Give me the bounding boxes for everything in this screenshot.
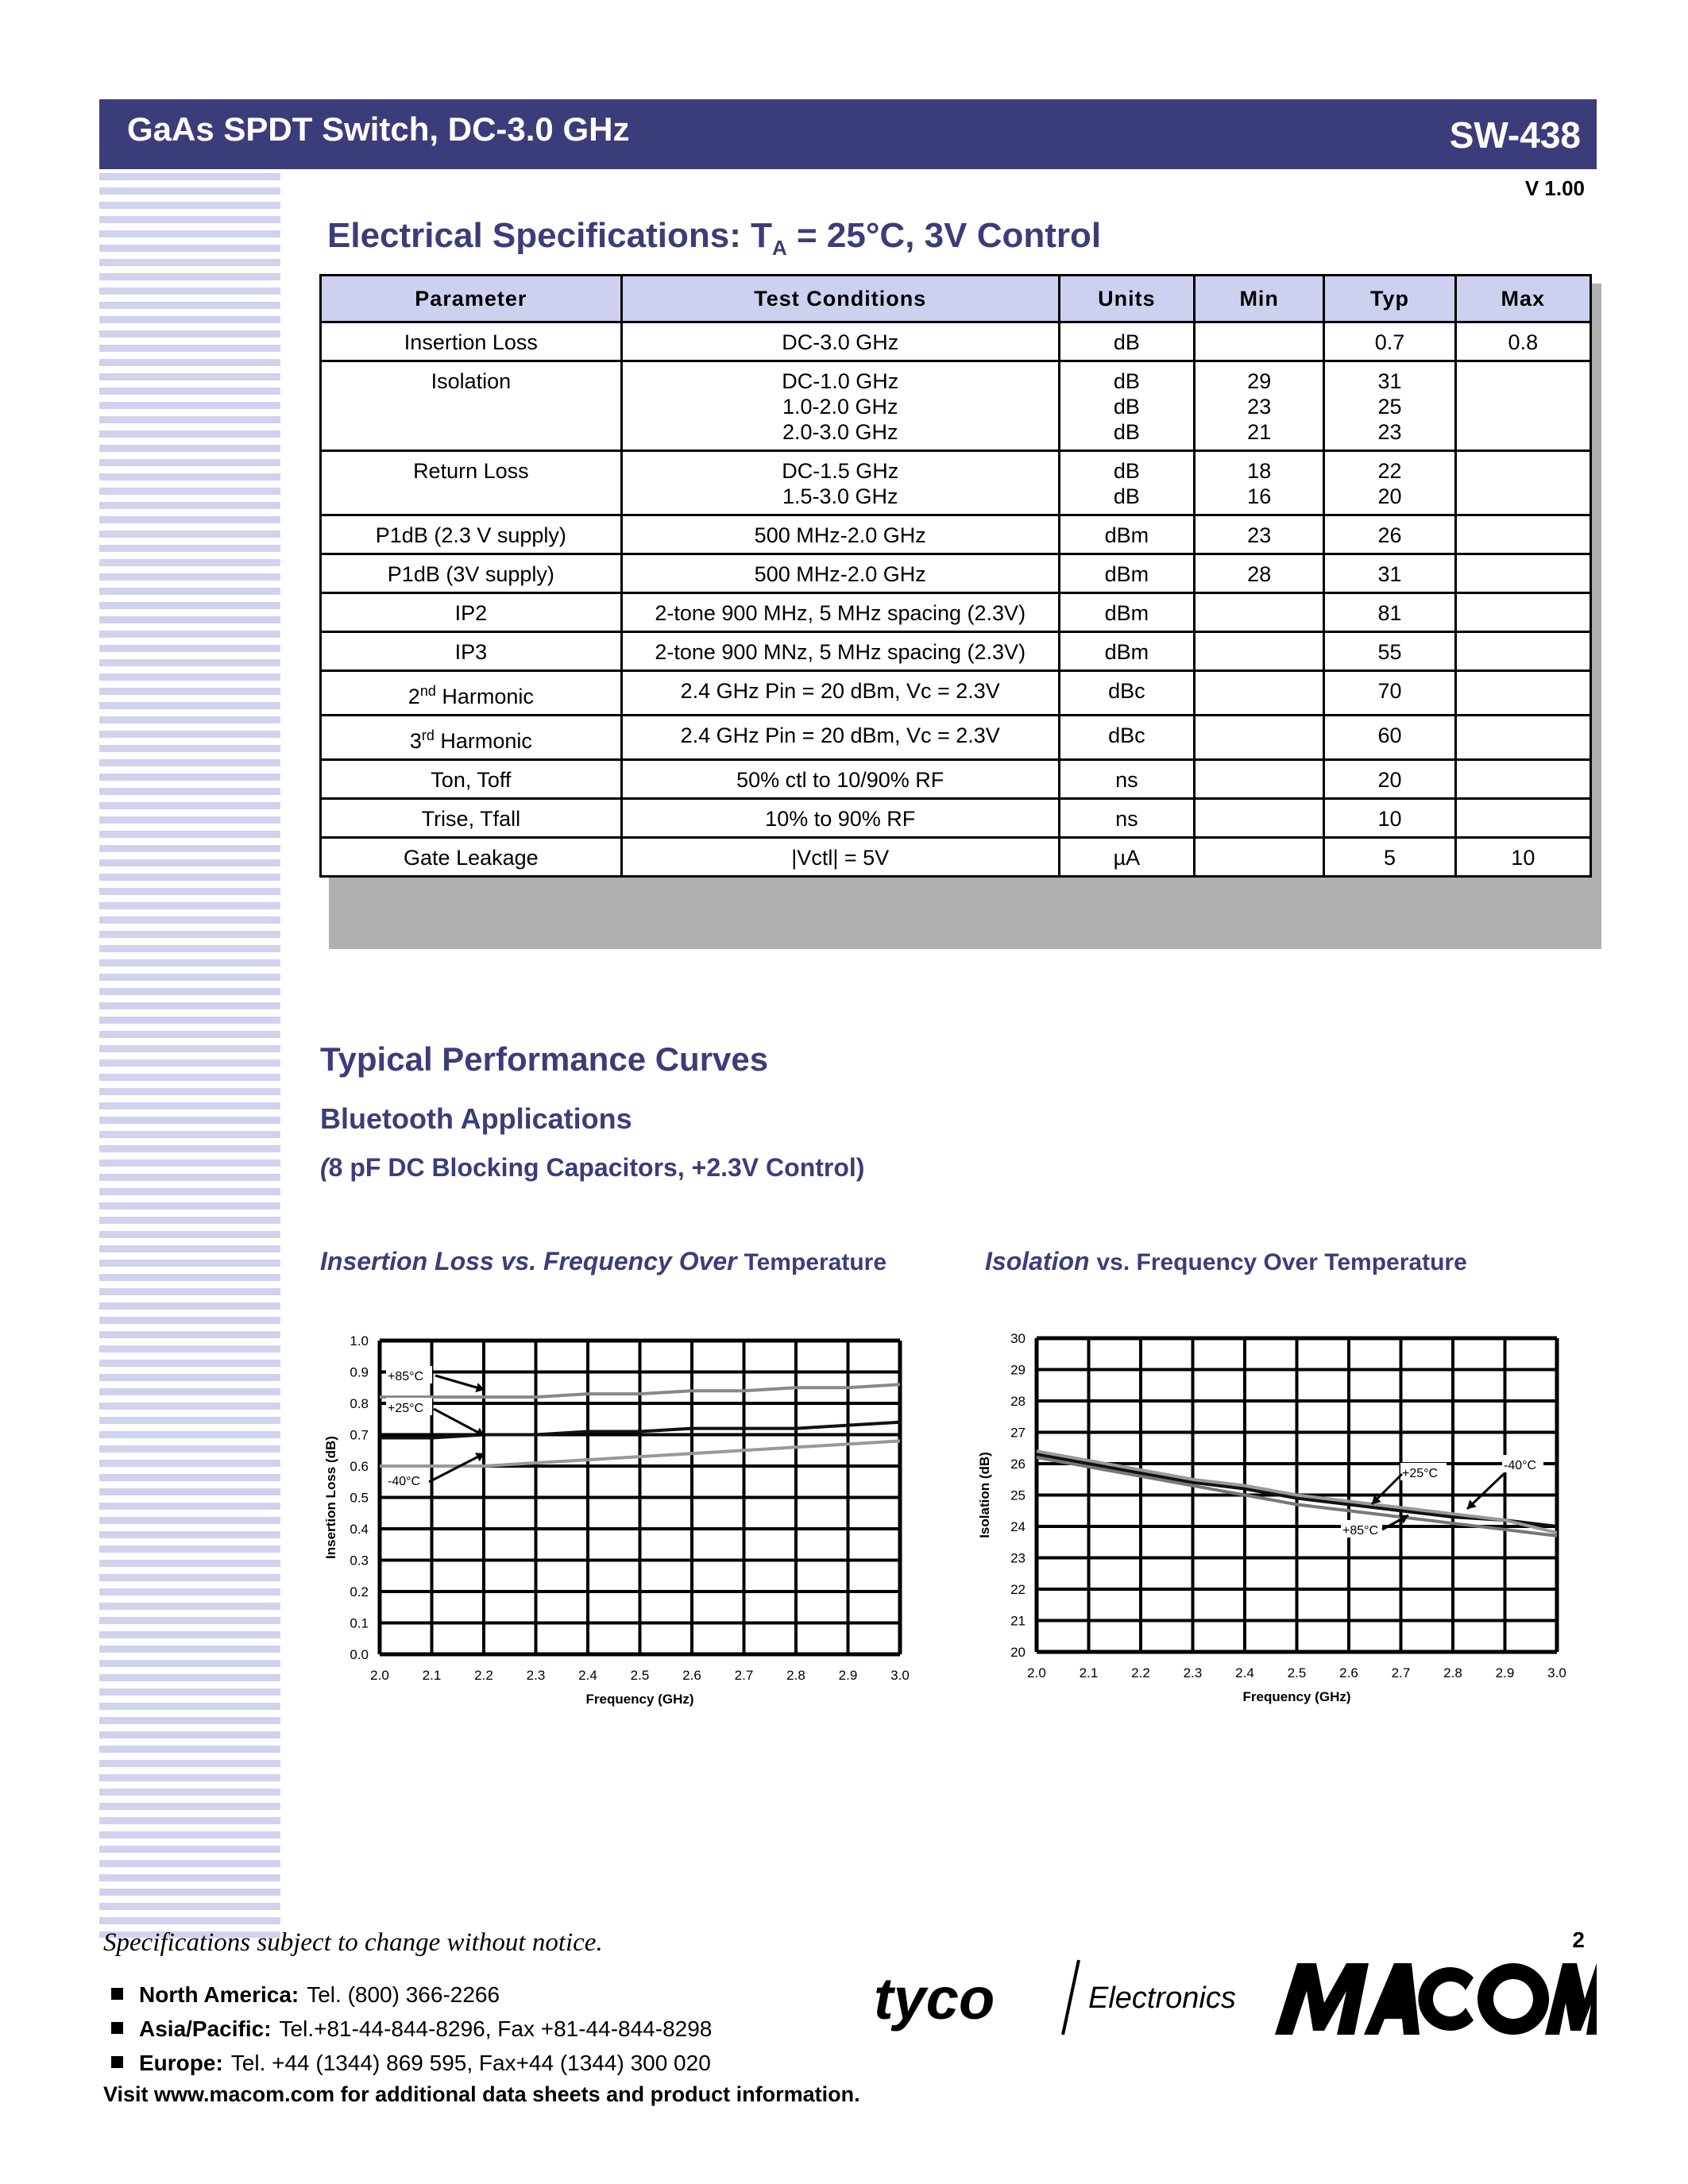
cell-parameter: Trise, Tfall [321,799,622,838]
page-number: 2 [1572,1927,1585,1952]
cell-min [1195,716,1324,760]
cell-value: dBc [1108,679,1145,703]
col-header-max: Max [1455,276,1590,322]
y-tick-label: 27 [1010,1425,1026,1441]
table-row [321,361,1591,451]
cell-value: dB [1113,484,1140,508]
cell-value: dBc [1108,723,1145,747]
x-tick-label: 2.5 [1287,1665,1307,1680]
cell-value: 55 [1377,640,1402,664]
cell-value: ns [1115,768,1138,792]
table-row [321,632,1591,671]
cell-units [1059,593,1194,632]
y-tick-label: 0.3 [350,1553,369,1569]
cell-value: DC-1.5 GHz [782,459,899,483]
x-tick-label: 2.3 [1183,1665,1203,1680]
cell-value: 10% to 90% RF [765,807,916,831]
cell-min [1195,799,1324,838]
insertion-loss-chart-title [320,1247,886,1276]
y-axis-label: Isolation (dB) [977,1452,992,1538]
cell-parameter: 2nd Harmonic [321,671,622,716]
header-bar [99,99,1597,169]
cell-min [1195,671,1324,716]
y-tick-label: 0.9 [350,1364,369,1380]
cell-typ [1324,671,1455,716]
cell-value: 500 MHz-2.0 GHz [754,562,926,586]
cell-value: dBm [1104,523,1149,547]
cell-typ [1324,760,1455,799]
cell-value: 1.0-2.0 GHz [782,395,898,419]
cell-units [1059,716,1194,760]
cell-value: 29 [1247,369,1272,393]
cell-cond [621,451,1059,515]
cell-value: dBm [1104,640,1149,664]
table-row [321,799,1591,838]
cell-typ [1324,515,1455,554]
bullet-icon [111,2056,123,2068]
cell-units [1059,554,1194,593]
cell-cond [621,671,1059,716]
cell-max [1455,593,1590,632]
y-tick-label: 0.6 [350,1459,369,1474]
cell-min [1195,593,1324,632]
contact-region: Asia/Pacific: [139,2016,272,2041]
cell-typ [1324,716,1455,760]
tyco-wordmark: tyco [874,1966,995,2032]
cell-max [1455,632,1590,671]
cell-value: µA [1113,846,1141,870]
cell-typ [1324,593,1455,632]
cell-max [1455,671,1590,716]
x-tick-label: 2.3 [526,1668,546,1683]
y-tick-label: 0.2 [350,1584,369,1599]
y-axis-label: Insertion Loss (dB) [323,1436,338,1559]
table-row [321,593,1591,632]
cell-parameter: Isolation [321,361,622,451]
contact-region: North America: [139,1982,299,2007]
cell-units [1059,671,1194,716]
document-title: GaAs SPDT Switch, DC-3.0 GHz [127,110,630,148]
il-title-main: Insertion Loss vs. Frequency Over [320,1247,744,1275]
y-tick-label: 21 [1010,1613,1026,1629]
cell-value: 31 [1377,562,1402,586]
series-label: +85°C [388,1370,424,1383]
table-row [321,554,1591,593]
spec-change-note: Specifications subject to change without notice. [103,1928,603,1957]
cell-value: ns [1115,807,1138,831]
cell-value: 18 [1247,459,1272,483]
cell-min [1195,515,1324,554]
iso-title-sub: vs. Frequency Over Temperature [1096,1249,1467,1275]
cell-value: 20 [1377,768,1402,792]
heading-suffix: = 25°C, 3V Control [786,216,1102,255]
cell-value: 20 [1377,484,1402,508]
cell-typ [1324,361,1455,451]
tyco-electronics-logo-icon [874,1955,1247,2051]
cell-typ [1324,451,1455,515]
x-tick-label: 2.9 [1495,1665,1515,1680]
table-header-row [321,276,1591,322]
cell-value: 16 [1247,484,1272,508]
x-tick-label: 2.6 [1339,1665,1358,1680]
table-body [321,322,1591,877]
cell-max [1455,322,1590,361]
cell-min [1195,838,1324,877]
y-tick-label: 0.4 [350,1522,369,1537]
y-tick-label: 0.5 [350,1490,369,1506]
y-tick-label: 22 [1010,1582,1026,1597]
contact-info: Tel. +44 (1344) 869 595, Fax+44 (1344) 300 020 [230,2051,711,2075]
contact-info: Tel.+81-44-844-8296, Fax +81-44-844-8298 [279,2016,713,2041]
cell-value: 5 [1383,846,1396,870]
y-tick-label: 25 [1010,1488,1026,1503]
x-tick-label: 2.8 [1443,1665,1462,1680]
cap-paren: ( [320,1153,329,1182]
cell-typ [1324,322,1455,361]
y-tick-label: 0.8 [350,1396,369,1411]
visit-website-line: Visit www.macom.com for additional data sheets and product information. [103,2082,860,2106]
cell-max [1455,716,1590,760]
table-row [321,716,1591,760]
cell-max [1455,361,1590,451]
cell-value: 21 [1247,420,1272,444]
cell-cond [621,593,1059,632]
cell-value: 0.7 [1374,330,1405,354]
electrical-spec-heading [327,216,1101,260]
il-title-sub: Temperature [744,1249,887,1275]
cell-max [1455,799,1590,838]
cell-units [1059,451,1194,515]
cell-units [1059,515,1194,554]
isolation-chart-title [985,1247,1467,1276]
cell-value: 0.8 [1508,330,1539,354]
cell-value: 2-tone 900 MHz, 5 MHz spacing (2.3V) [655,601,1026,625]
bullet-icon [111,1988,123,2000]
cell-cond [621,361,1059,451]
y-tick-label: 29 [1010,1362,1026,1378]
cell-value: 26 [1377,523,1402,547]
series-label: +25°C [388,1402,424,1415]
cell-parameter: P1dB (2.3 V supply) [321,515,622,554]
cell-cond [621,322,1059,361]
contact-asia-pacific [111,2012,712,2046]
cell-value: 50% ctl to 10/90% RF [736,768,944,792]
cell-min [1195,760,1324,799]
cell-parameter: Return Loss [321,451,622,515]
cell-parameter: P1dB (3V supply) [321,554,622,593]
cell-typ [1324,632,1455,671]
cell-typ [1324,799,1455,838]
y-tick-label: 1.0 [350,1333,369,1349]
cell-units [1059,322,1194,361]
cell-parameter: Insertion Loss [321,322,622,361]
y-tick-label: 0.0 [350,1647,369,1662]
cell-cond [621,716,1059,760]
x-axis-label: Frequency (GHz) [585,1692,694,1707]
series-label: +25°C [1402,1467,1439,1480]
macom-logo-icon [1275,1955,1597,2043]
series-label-arrow [434,1409,485,1436]
contact-region: Europe: [139,2051,223,2075]
cell-cond [621,760,1059,799]
cell-units [1059,760,1194,799]
x-tick-label: 2.4 [578,1668,597,1683]
typical-curves-heading: Typical Performance Curves [320,1040,769,1078]
striped-sidebar [99,173,280,1938]
spec-table-container [319,274,1592,878]
cell-units [1059,361,1194,451]
cell-min [1195,451,1324,515]
cell-value: dB [1113,420,1140,444]
contact-europe [111,2046,712,2080]
y-tick-label: 23 [1010,1550,1026,1566]
capacitor-note [320,1153,864,1183]
electronics-wordmark: Electronics [1088,1981,1236,2015]
cell-value: DC-1.0 GHz [782,369,899,393]
col-header-typ: Typ [1324,276,1455,322]
cell-value: 70 [1377,679,1402,703]
cell-value: 2.0-3.0 GHz [782,420,898,444]
table-row [321,671,1591,716]
cell-min [1195,632,1324,671]
contact-info: Tel. (800) 366-2266 [307,1982,500,2007]
cell-value: dBm [1104,562,1149,586]
x-tick-label: 2.8 [786,1668,805,1683]
x-tick-label: 2.0 [1027,1665,1046,1680]
table-row [321,760,1591,799]
x-tick-label: 3.0 [890,1668,910,1683]
cell-value: 28 [1247,562,1272,586]
col-header-test-conditions: Test Conditions [621,276,1059,322]
cell-parameter: IP3 [321,632,622,671]
table-row [321,451,1591,515]
cell-parameter: IP2 [321,593,622,632]
cell-min [1195,322,1324,361]
cell-parameter: Gate Leakage [321,838,622,877]
series-label: +85°C [1342,1524,1379,1538]
y-tick-label: 24 [1010,1519,1026,1534]
cell-value: 10 [1511,846,1535,870]
x-tick-label: 2.9 [838,1668,858,1683]
bluetooth-heading: Bluetooth Applications [320,1102,632,1135]
y-tick-label: 0.7 [350,1427,369,1443]
cell-max [1455,451,1590,515]
cell-typ [1324,554,1455,593]
cell-min [1195,361,1324,451]
cell-value: DC-3.0 GHz [782,330,899,354]
cell-typ [1324,838,1455,877]
cell-units [1059,632,1194,671]
heading-prefix: Electrical Specifications: T [327,216,772,255]
cell-value: 2-tone 900 MNz, 5 MHz spacing (2.3V) [655,640,1026,664]
col-header-min: Min [1195,276,1324,322]
cell-value: 81 [1377,601,1402,625]
cell-max [1455,838,1590,877]
cell-units [1059,838,1194,877]
x-tick-label: 2.1 [1079,1665,1099,1680]
cell-value: dB [1113,369,1140,393]
cell-value: dB [1113,330,1140,354]
col-header-units: Units [1059,276,1194,322]
y-tick-label: 26 [1010,1457,1026,1472]
y-tick-label: 20 [1010,1645,1026,1660]
cell-cond [621,838,1059,877]
col-header-parameter: Parameter [321,276,622,322]
bullet-icon [111,2022,123,2034]
series-label: -40°C [1504,1459,1537,1472]
cell-value: |Vctl| = 5V [791,846,890,870]
cell-cond [621,632,1059,671]
part-number: SW-438 [1449,114,1581,156]
cap-text: 8 pF DC Blocking Capacitors, +2.3V Control) [328,1153,865,1182]
cell-value: 500 MHz-2.0 GHz [754,523,926,547]
x-tick-label: 3.0 [1547,1665,1566,1680]
x-tick-label: 2.7 [1391,1665,1411,1680]
iso-title-main: Isolation [985,1247,1097,1275]
x-tick-label: 2.0 [370,1668,389,1683]
cell-value: 31 [1377,369,1402,393]
cell-cond [621,799,1059,838]
cell-max [1455,515,1590,554]
cell-value: 23 [1377,420,1402,444]
cell-value: 22 [1377,459,1402,483]
contact-north-america [111,1978,712,2012]
cell-value: 10 [1377,807,1402,831]
cell-min [1195,554,1324,593]
cell-value: 2.4 GHz Pin = 20 dBm, Vc = 2.3V [680,679,1000,703]
cell-value: 23 [1247,523,1272,547]
cell-value: dB [1113,459,1140,483]
cell-value: dB [1113,395,1140,419]
isolation-chart [973,1326,1601,1739]
cell-max [1455,760,1590,799]
cell-max [1455,554,1590,593]
table-row [321,515,1591,554]
cell-parameter: Ton, Toff [321,760,622,799]
series-label: -40°C [388,1475,421,1488]
cell-value: dBm [1104,601,1149,625]
x-tick-label: 2.4 [1235,1665,1254,1680]
x-tick-label: 2.2 [1131,1665,1150,1680]
insertion-loss-chart [318,1326,937,1739]
heading-subscript: A [771,235,787,260]
cell-parameter: 3rd Harmonic [321,716,622,760]
x-tick-label: 2.7 [734,1668,754,1683]
spec-table [319,274,1592,878]
logo-slash [1063,1960,1079,2035]
x-tick-label: 2.2 [474,1668,493,1683]
y-tick-label: 30 [1010,1331,1026,1346]
y-tick-label: 28 [1010,1394,1026,1409]
version-label: V 1.00 [1524,176,1585,200]
contact-list [111,1978,712,2080]
table-row [321,322,1591,361]
table-row [321,838,1591,877]
cell-value: 23 [1247,395,1272,419]
cell-value: 2.4 GHz Pin = 20 dBm, Vc = 2.3V [680,723,1000,747]
x-tick-label: 2.5 [630,1668,650,1683]
y-tick-label: 0.1 [350,1615,369,1631]
x-axis-label: Frequency (GHz) [1242,1689,1351,1704]
cell-cond [621,554,1059,593]
x-tick-label: 2.6 [682,1668,701,1683]
cell-value: 25 [1377,395,1402,419]
cell-value: 1.5-3.0 GHz [782,484,898,508]
cell-units [1059,799,1194,838]
cell-cond [621,515,1059,554]
cell-value: 60 [1377,723,1402,747]
x-tick-label: 2.1 [422,1668,442,1683]
